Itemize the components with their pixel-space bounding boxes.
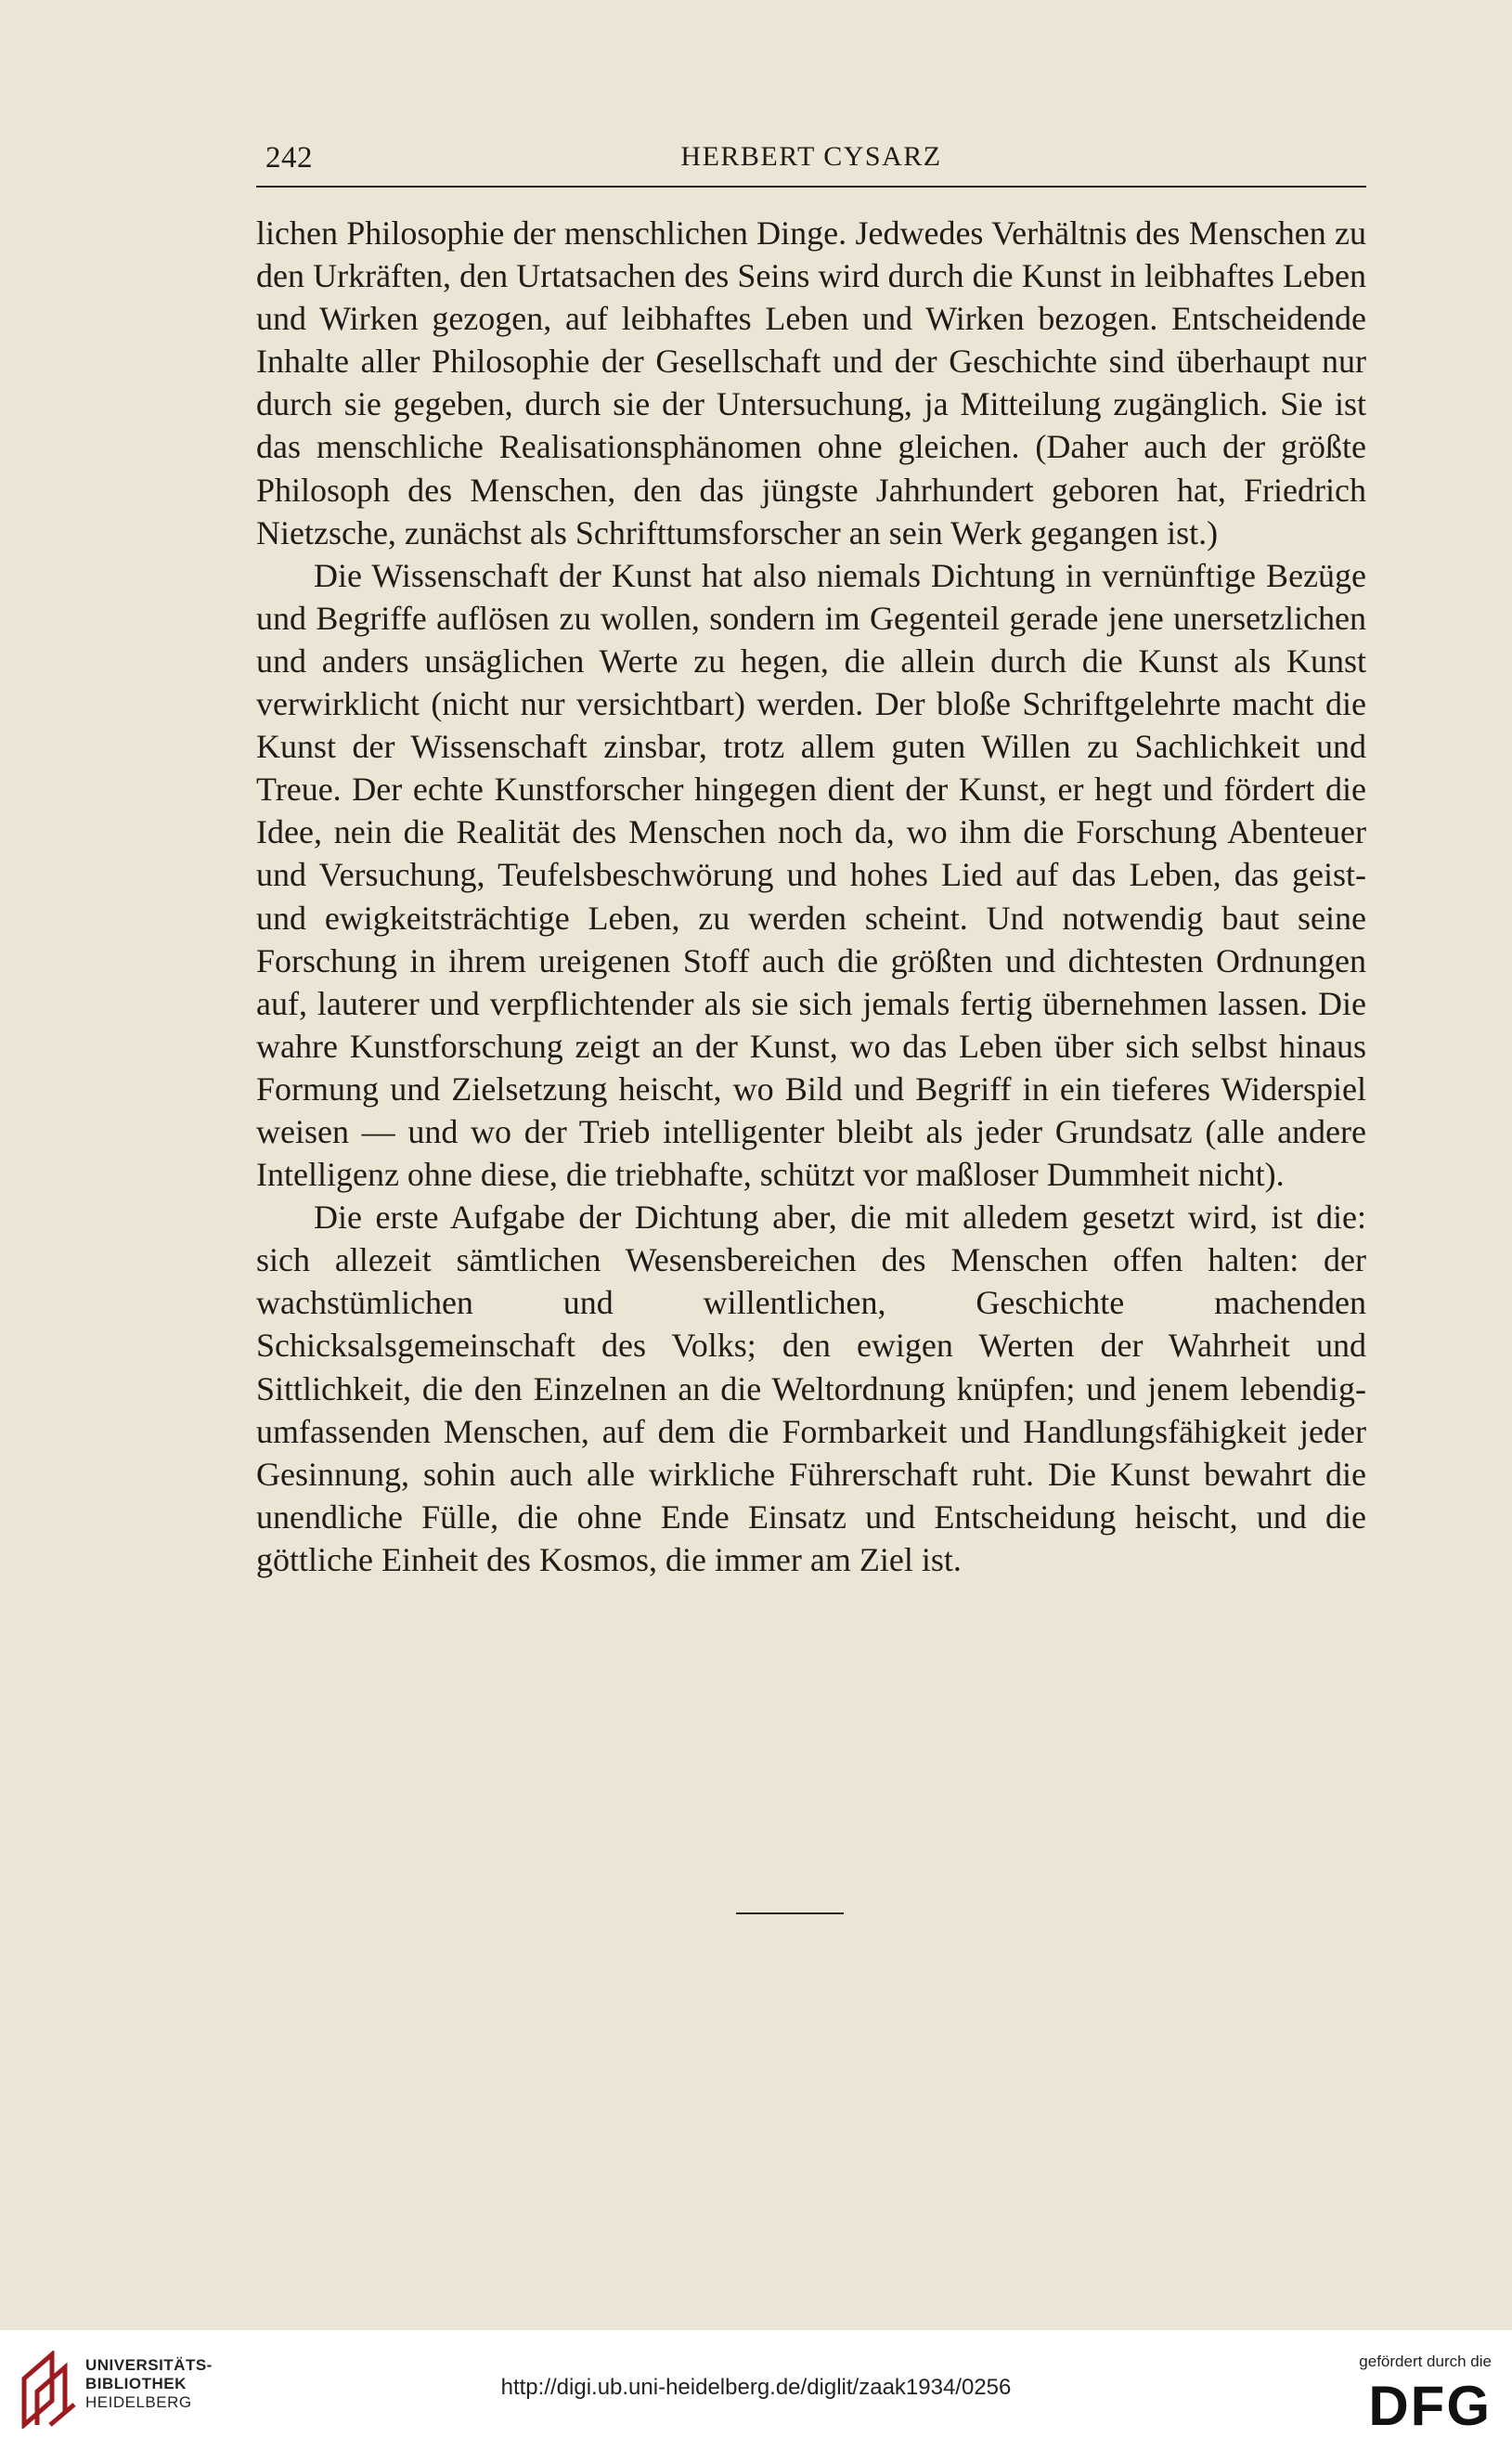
running-title: HERBERT CYSARZ: [680, 141, 942, 172]
library-name-line: HEIDELBERG: [85, 2393, 192, 2411]
running-head: [256, 137, 1366, 188]
library-name-line: BIBLIOTHEK: [85, 2375, 187, 2392]
dfg-logo: DFG: [1368, 2375, 1492, 2437]
library-name-line: UNIVERSITÄTS-: [85, 2356, 213, 2374]
paragraph-2: Die Wissenschaft der Kunst hat also niemals Dichtung in vernünftige Bezüge und Begriffe auflösen zu wollen, sondern im Gegenteil gerade jene unersetzlichen und anders unsäglichen Werte zu hegen, die allein durch die Kunst als Kunst verwirklicht (nicht nur versichtbart) werden. Der bloße Schriftgelehrte macht die Kunst der Wissenschaft zinsbar, trotz allem guten Willen zu Sachlichkeit und Treue. Der echte Kunstforscher hingegen dient der Kunst, er hegt und fördert die Idee, nein die Realität des Menschen noch da, wo ihm die Forschung Abenteuer und Versuchung, Teufelsbeschwörung und hohes Lied auf das Leben, das geist- und ewigkeitsträchtige Leben, zu werden scheint. Und notwendig baut seine Forschung in ihrem ureigenen Stoff auch die größten und dichtesten Ordnungen auf, lauterer und verpflichtender als sie sich jemals fertig übernehmen lassen. Die wahre Kunstforschung zeigt an der Kunst, wo das Leben über sich selbst hinaus Formung und Zielsetzung heischt, wo Bild und Begriff in ein tieferes Widerspiel weisen — und wo der Trieb intelligenter bleibt als jeder Grundsatz (alle andere Intelligenz ohne diese, die triebhafte, schützt vor maßloser Dummheit nicht).: [256, 556, 1366, 1194]
permalink-url[interactable]: http://digi.ub.uni-heidelberg.de/diglit/zaak1934/0256: [500, 2375, 1012, 2400]
body-text: [256, 212, 1366, 1581]
section-end-rule: [736, 1912, 844, 1914]
paragraph-3: Die erste Aufgabe der Dichtung aber, die mit alledem gesetzt wird, ist die: sich allezeit sämtlichen Wesensbereichen des Menschen offen halten: der wachstümlichen und willentlichen, Geschichte machenden Schicksalsgemeinschaft des Volks; den ewigen Werten der Wahrheit und Sittlichkeit, die den Einzelnen an die Weltordnung knüpfen; und jenem lebendig-umfassenden Menschen, auf dem die Formbarkeit und Handlungsfähigkeit jeder Gesinnung, sohin auch alle wirkliche Führerschaft ruht. Die Kunst bewahrt die unendliche Fülle, die ohne Ende Einsatz und Entscheidung heischt, und die göttliche Einheit des Kosmos, die immer am Ziel ist.: [256, 1199, 1366, 1578]
digitization-footer: [0, 2330, 1512, 2450]
page-number: 242: [265, 141, 313, 175]
funder-label: gefördert durch die: [1359, 2353, 1492, 2370]
paragraph-1: lichen Philosophie der menschlichen Dinge. Jedwedes Verhältnis des Menschen zu den Urkräften, den Urtatsachen des Seins wird durch die Kunst in leibhaftes Leben und Wirken gezogen, auf leibhaftes Leben und Wirken bezogen. Entscheidende Inhalte aller Philosophie der Gesellschaft und der Geschichte sind überhaupt nur durch sie gegeben, durch sie der Untersuchung, ja Mitteilung zugänglich. Sie ist das menschliche Realisationsphänomen ohne gleichen. (Daher auch der größte Philosoph des Menschen, den das jüngste Jahrhundert geboren hat, Friedrich Nietzsche, zunächst als Schrifttumsforscher an sein Werk gegangen ist.): [256, 214, 1366, 551]
